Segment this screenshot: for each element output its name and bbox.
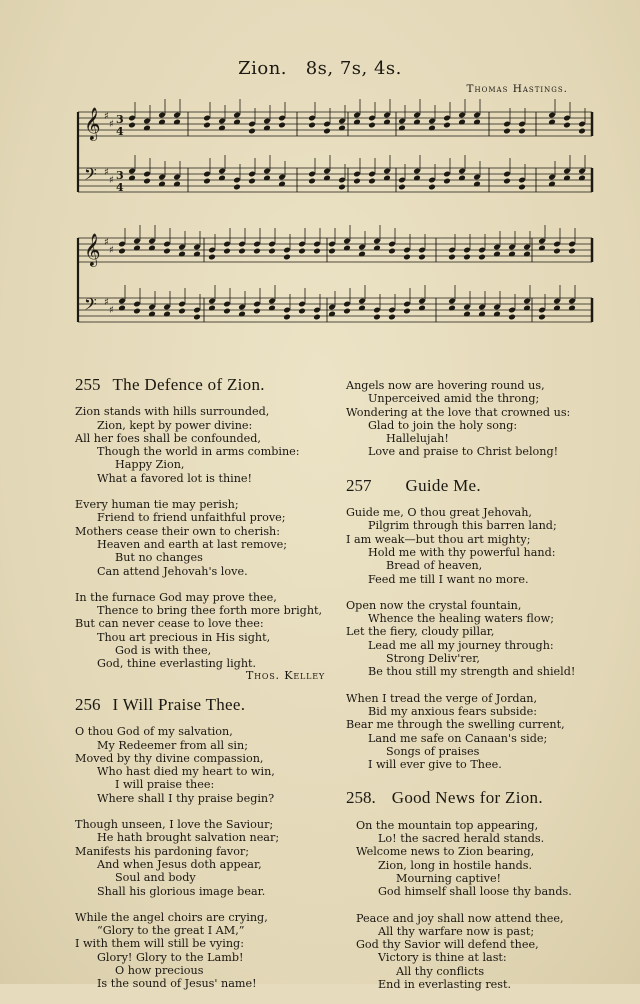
sharp-icon: ♯ (109, 245, 114, 256)
stanza (356, 819, 575, 899)
verse-line: God is with thee, (115, 644, 212, 658)
tune-name: Zion. (238, 58, 288, 79)
note-head (238, 248, 246, 255)
verse-line: Can attend Jehovah's love. (97, 564, 248, 578)
note-head (283, 314, 291, 321)
verse-line: O thou God of my salvation, (75, 725, 233, 739)
note-head (133, 308, 141, 315)
tune-meter: 8s, 7s, 4s. (305, 58, 402, 79)
note-head (403, 254, 411, 261)
stanza (75, 591, 325, 671)
stanza (356, 912, 575, 992)
note-head (128, 122, 136, 129)
note-head (233, 184, 241, 191)
verse-line: Strong Deliv'rer, (386, 652, 480, 666)
time-signature: 4 (116, 181, 124, 194)
verse-line: Welcome news to Zion bearing, (356, 845, 535, 859)
verse-line: I will ever give to Thee. (368, 758, 502, 772)
note-head (578, 128, 586, 135)
note-head (508, 314, 516, 321)
verse-line: Songs of praises (386, 744, 480, 758)
verse-line: Glad to join the holy song: (368, 418, 518, 432)
bass-clef-icon: 𝄢 (84, 164, 97, 188)
hymn-number: 258. (346, 788, 376, 808)
note-head (448, 254, 456, 261)
bass-clef-icon: 𝄢 (84, 294, 97, 318)
stanza (346, 599, 575, 679)
verse-line: I will praise thee: (115, 778, 215, 792)
verse-line: But can never cease to love thee: (75, 617, 264, 631)
hymn-number: 256 (75, 694, 101, 714)
verse-line: Manifests his pardoning favor; (75, 844, 250, 858)
staff-systems (78, 99, 592, 322)
verse-line: End in everlasting rest. (378, 977, 512, 991)
note-head (313, 314, 321, 321)
stanza (75, 911, 325, 991)
verse-line: Hold me with thy powerful hand: (368, 545, 556, 559)
hymn-number: 255 (75, 375, 101, 394)
verse-line: But no changes (115, 551, 203, 565)
music-score (0, 0, 640, 360)
note-head (368, 178, 376, 185)
time-signature: 3 (116, 113, 124, 126)
verse-line: Shall his glorious image bear. (97, 884, 266, 898)
hymn-title: The Defence of Zion. (112, 375, 265, 394)
verse-line: Bear me through the swelling current, (346, 718, 565, 732)
verse-line: Every human tie may perish; (75, 498, 239, 512)
hymn-title: Guide Me. (405, 475, 481, 495)
stanza (75, 498, 325, 578)
verse-line: Angels now are hovering round us, (346, 379, 545, 392)
verse-line: Mothers cease their own to cherish: (75, 524, 281, 538)
verse-line: Whence the healing waters flow; (368, 612, 554, 626)
verse-line: Lo! the sacred herald stands. (378, 832, 545, 846)
hymn-heading-257 (346, 475, 575, 495)
verse-line: Love and praise to Christ belong! (368, 445, 559, 459)
verse-line: Unperceived amid the throng; (368, 392, 540, 406)
note-head (388, 248, 396, 255)
note-head (428, 184, 436, 191)
note-head (253, 248, 261, 255)
verse-line: Who hast died my heart to win, (97, 765, 275, 779)
hymn-title: I Will Praise Thee. (112, 694, 246, 714)
verse-line: And when Jesus doth appear, (97, 857, 262, 871)
verse-line: Wondering at the love that crowned us: (346, 405, 571, 419)
sharp-icon: ♯ (104, 297, 109, 308)
note-head (298, 248, 306, 255)
note-head (368, 122, 376, 129)
verse-line: I am weak—but thou art mighty; (346, 532, 531, 546)
treble-clef-icon: 𝄞 (84, 107, 101, 140)
treble-clef-icon: 𝄞 (84, 233, 101, 266)
note-head (388, 314, 396, 321)
verse-line: Zion, long in hostile hands. (378, 858, 533, 872)
verse-line: Zion, kept by power divine: (97, 418, 253, 432)
note-head (518, 184, 526, 191)
verse-line: Happy Zion, (115, 458, 185, 472)
verse-line: Bid my anxious fears subside: (368, 704, 538, 718)
sharp-icon: ♯ (104, 167, 109, 178)
verse-line: Thou art precious in His sight, (97, 630, 271, 644)
note-head (503, 128, 511, 135)
note-head (203, 178, 211, 185)
verse-line: Open now the crystal fountain, (346, 598, 522, 612)
stanza (75, 725, 325, 805)
note-head (338, 184, 346, 191)
stanza (346, 692, 575, 772)
note-head (463, 254, 471, 261)
verse-line: While the angel choirs are crying, (75, 910, 268, 924)
note-head (563, 122, 571, 129)
note-head (553, 248, 561, 255)
time-signature: 4 (116, 125, 124, 138)
verse-line: Though the world in arms combine: (97, 445, 300, 459)
note-head (538, 314, 546, 321)
verse-line: I with them will still be vying: (75, 937, 244, 951)
note-head (323, 128, 331, 135)
note-head (568, 248, 576, 255)
note-head (163, 248, 171, 255)
note-head (223, 308, 231, 315)
verse-line: O how precious (115, 963, 204, 977)
hymn-title: Good News for Zion. (391, 788, 543, 808)
composer-credit: Thomas Hastings. (466, 83, 568, 95)
verse-line: Feed me till I want no more. (368, 572, 529, 586)
verse-line: In the furnace God may prove thee, (75, 590, 277, 604)
note-head (308, 122, 316, 129)
verse-line: Soul and body (115, 871, 196, 885)
note-head (518, 128, 526, 135)
verse-line: Friend to friend unfaithful prove; (97, 511, 286, 525)
verse-line: What a favored lot is thine! (97, 471, 253, 485)
verse-line: Zion stands with hills surrounded, (75, 405, 270, 419)
verse-line: Though unseen, I love the Saviour; (75, 818, 274, 832)
verse-line: Glory! Glory to the Lamb! (97, 950, 244, 964)
note-head (503, 178, 511, 185)
sharp-icon: ♯ (109, 119, 114, 130)
note-head (298, 308, 306, 315)
verse-line: Peace and joy shall now attend thee, (356, 911, 564, 925)
verse-line: All thy conflicts (396, 964, 485, 978)
note-head (208, 254, 216, 261)
note-head (418, 254, 426, 261)
hymn-heading-256 (75, 694, 325, 714)
note-head (193, 314, 201, 321)
note-head (478, 254, 486, 261)
verse-line: God himself shall loose thy bands. (378, 885, 572, 899)
verse-line: My Redeemer from all sin; (97, 738, 248, 752)
verse-line: God thy Savior will defend thee, (356, 938, 539, 952)
verse-line: God, thine everlasting light. (97, 657, 257, 671)
note-head (343, 308, 351, 315)
verse-line: Thence to bring thee forth more bright, (97, 604, 323, 618)
verse-line: When I tread the verge of Jordan, (346, 691, 538, 705)
note-head (353, 178, 361, 185)
note-head (248, 178, 256, 185)
verse-line: Hallelujah! (386, 432, 449, 446)
note-head (313, 248, 321, 255)
hymn-heading-258 (346, 788, 575, 808)
verse-line: Lead me all my journey through: (368, 638, 554, 652)
hymn-number: 257 (346, 475, 372, 495)
verse-line: Let the fiery, cloudy pillar, (346, 625, 495, 639)
verse-line: Guide me, O thou great Jehovah, (346, 506, 532, 520)
verse-line: “Glory to the great I AM,” (97, 924, 245, 938)
verse-line: All thy warfare now is past; (378, 924, 535, 938)
note-head (223, 248, 231, 255)
note-head (278, 122, 286, 129)
sharp-icon: ♯ (109, 175, 114, 186)
verse-line: He hath brought salvation near; (97, 831, 280, 845)
author-credit: Thos. Kelley (245, 668, 325, 682)
note-head (398, 184, 406, 191)
verse-line: Land me safe on Canaan's side; (368, 731, 548, 745)
left-column (75, 375, 325, 1004)
time-signature: 3 (116, 169, 124, 182)
verse-line: Moved by thy divine compassion, (75, 751, 264, 765)
note-head (203, 122, 211, 129)
verse-line: Where shall I thy praise begin? (97, 791, 275, 805)
sharp-icon: ♯ (104, 237, 109, 248)
sharp-icon: ♯ (104, 111, 109, 122)
note-head (268, 248, 276, 255)
verse-line: Is the sound of Jesus' name! (97, 977, 257, 991)
stanza (346, 379, 575, 459)
verse-line: All her foes shall be confounded, (75, 431, 261, 445)
note-head (283, 254, 291, 261)
hymn-heading-255 (75, 375, 325, 394)
note-head (403, 308, 411, 315)
verse-line: Heaven and earth at last remove; (97, 537, 288, 551)
verse-line: Victory is thine at last: (378, 951, 507, 965)
sharp-icon: ♯ (109, 305, 114, 316)
note-head (328, 248, 336, 255)
right-column (346, 379, 575, 1004)
note-head (248, 128, 256, 135)
verse-line: Be thou still my strength and shield! (368, 665, 576, 679)
note-head (443, 122, 451, 129)
verse-line: On the mountain top appearing, (356, 818, 539, 832)
stanza (346, 506, 575, 586)
note-head (253, 308, 261, 315)
verse-line: Mourning captive! (396, 871, 502, 885)
note-head (178, 308, 186, 315)
note-head (373, 314, 381, 321)
verse-line: Pilgrim through this barren land; (368, 519, 557, 533)
stanza (75, 818, 325, 898)
note-head (443, 178, 451, 185)
note-head (118, 248, 126, 255)
verse-line: Bread of heaven, (386, 559, 483, 573)
note-head (308, 178, 316, 185)
note-head (143, 178, 151, 185)
stanza (75, 405, 325, 485)
